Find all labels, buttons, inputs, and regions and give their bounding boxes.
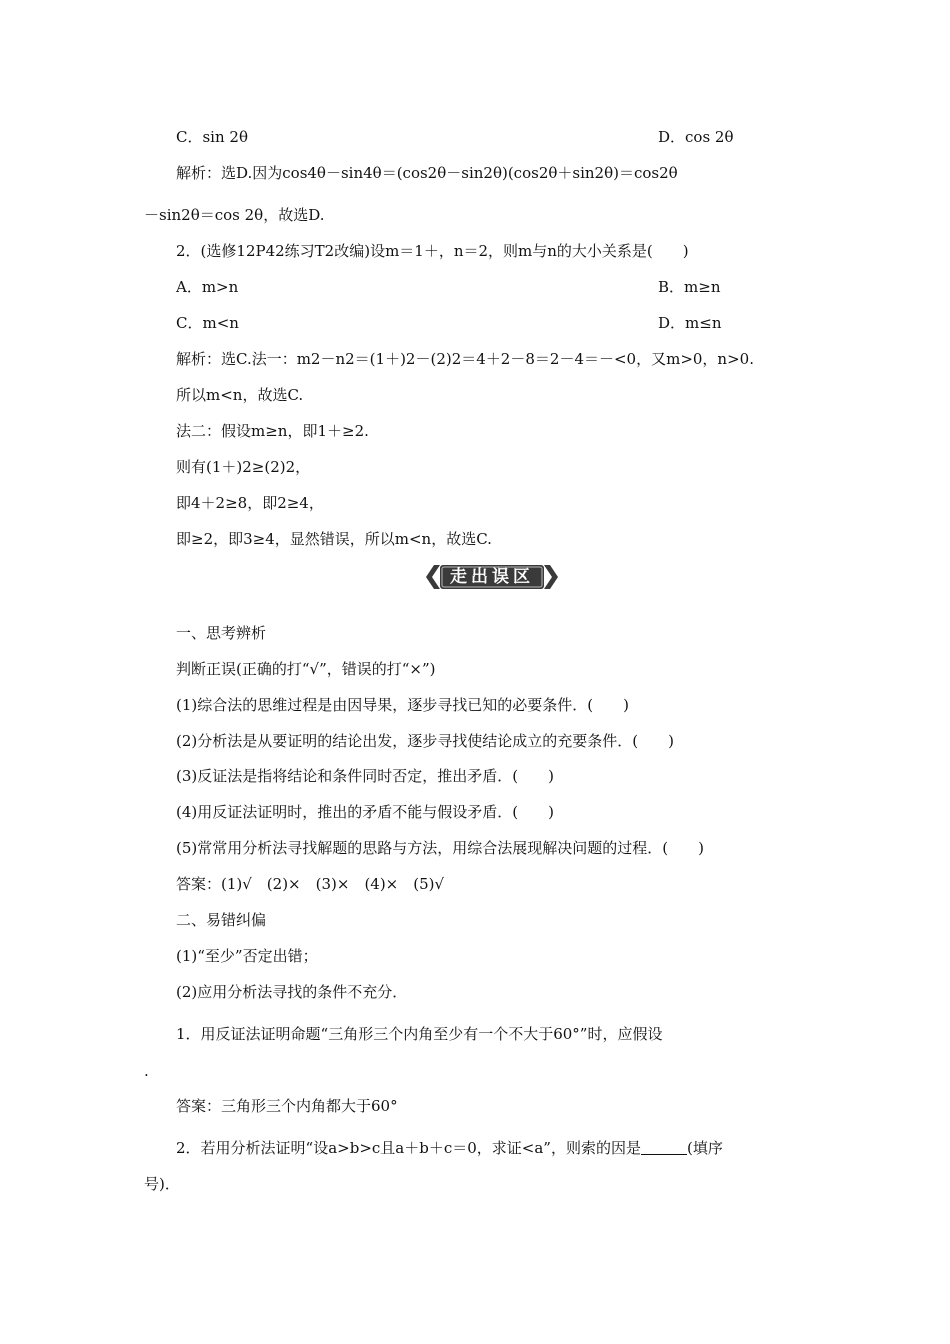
- fill-blank: [641, 1140, 687, 1155]
- solution-line: 所以m<n，故选C.: [176, 386, 304, 404]
- option-row: [176, 313, 950, 333]
- section-heading: 二、易错纠偏: [176, 911, 267, 929]
- solution-line: 解析：选C.法一：m2－n2＝(1＋)2－(2)2＝4＋2－8＝2－4＝－<0，又m>0，n>0.: [176, 350, 754, 368]
- list-item: (1)“至少”否定出错；: [176, 947, 318, 965]
- question-2b: [176, 1138, 950, 1158]
- statement-item: (5)常常用分析法寻找解题的思路与方法，用综合法展现解决问题的过程．( ): [176, 839, 704, 857]
- statement-item: (4)用反证法证明时，推出的矛盾不能与假设矛盾．( ): [176, 803, 554, 821]
- option-row: [176, 277, 950, 297]
- option-b: B．m≥n: [658, 278, 721, 296]
- answer-line: 答案：三角形三个内角都大于60°: [176, 1097, 398, 1115]
- solution-line: 即4＋2≥8，即2≥4，: [176, 494, 324, 512]
- option-d: D．cos 2θ: [658, 128, 734, 146]
- solution-line: 即≥2，即3≥4，显然错误，所以m<n，故选C.: [176, 530, 492, 548]
- option-row: [176, 127, 950, 147]
- option-d: D．m≤n: [658, 314, 722, 332]
- question-2: 2．(选修12P42练习T2改编)设m＝1＋，n＝2，则m与n的大小关系是( ): [176, 242, 689, 260]
- solution-line: －sin2θ＝cos 2θ，故选D.: [144, 206, 325, 224]
- answer-blank-dot: .: [144, 1062, 149, 1080]
- solution-line: 则有(1＋)2≥(2)2，: [176, 458, 311, 476]
- option-c: C．sin 2θ: [176, 128, 248, 146]
- statement-item: (3)反证法是指将结论和条件同时否定，推出矛盾．( ): [176, 767, 554, 785]
- section-banner: [426, 560, 558, 594]
- banner-label: 走出误区: [450, 567, 534, 587]
- statement-item: (1)综合法的思维过程是由因导果，逐步寻找已知的必要条件．( ): [176, 696, 629, 714]
- option-a: A．m>n: [176, 278, 239, 296]
- solution-line: 解析：选D.因为cos4θ－sin4θ＝(cos2θ－sin2θ)(cos2θ＋sin2θ)＝cos2θ: [176, 164, 678, 182]
- option-c: C．m<n: [176, 314, 239, 332]
- question-continuation: 号)．: [144, 1175, 180, 1193]
- solution-line: 法二：假设m≥n，即1＋≥2.: [176, 422, 369, 440]
- section-heading: 一、思考辨析: [176, 624, 267, 642]
- question-text-end: (填序: [686, 1139, 723, 1157]
- statement-item: (2)分析法是从要证明的结论出发，逐步寻找使结论成立的充要条件．( ): [176, 732, 674, 750]
- question-1: 1．用反证法证明命题“三角形三个内角至少有一个不大于60°”时，应假设: [176, 1025, 663, 1043]
- question-text: 2．若用分析法证明“设a>b>c且a＋b＋c＝0，求证<a”，则索的因是: [176, 1139, 641, 1157]
- instruction-line: 判断正误(正确的打“√”，错误的打“×”): [176, 660, 436, 678]
- list-item: (2)应用分析法寻找的条件不充分．: [176, 983, 408, 1001]
- answer-line: 答案：(1)√ (2)× (3)× (4)× (5)√: [176, 875, 445, 893]
